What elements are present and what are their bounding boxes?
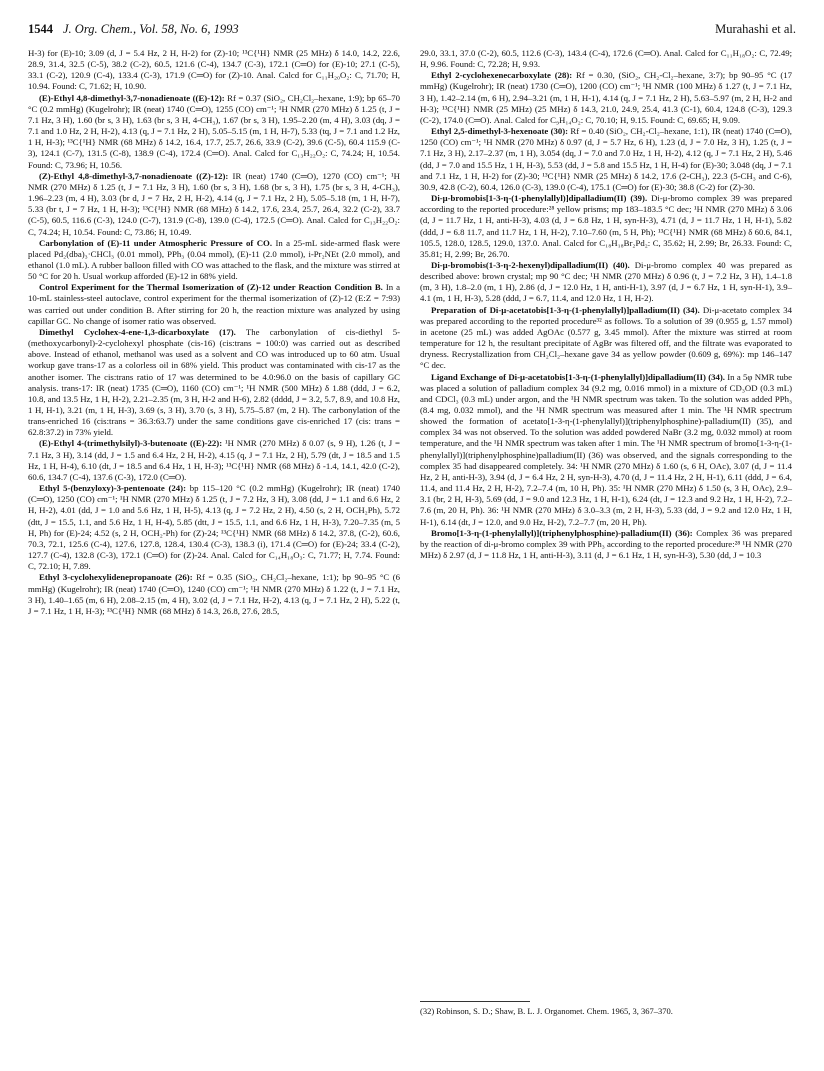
paragraph-r1: 29.0, 33.1, 37.0 (C-2), 60.5, 112.6 (C-3), 143.4 (C-4), 172.6 (C═O). Anal. Calcd for C₁₁H₁₈O₂: C, 72.49; H, 9.96. Found: C, 72.28; H, 9.93.: [420, 48, 792, 70]
paragraph-l8: Ethyl 5-(benzyloxy)-3-pentenoate (24): bp 115–120 °C (0.2 mmHg) (Kugelrohr); IR (neat) 1740 (C═O), 1250 (CO) cm⁻¹; ¹H NMR (270 MHz) δ 1.25 (t, J = 7.2 Hz, 3 H), 3.08 (dd, J = 1.1 and 6.6 Hz, 2 H, H-2), 4.01 (dd, J = 1.0 and 5.6 Hz, 1 H, H-5), 4.13 (q, J = 7.2 Hz, 2 H), 4.50 (s, 2 H, OCH₂Ph), 5.72 (dtt, J = 15.5, 1.1, and 5.6 Hz, 1 H, H-4), 5.85 (dtt, J = 15.5, 1.1, and 6.6 Hz, 1 H, H-3), 7.20–7.35 (m, 5 H, Ph) for (E)-24; 4.52 (s, 2 H, OCH₂-Ph) for (Z)-24; ¹³C{¹H} NMR (68 MHz) δ 14.2, 37.8, (C-2), 60.6, 70.3, 72.1, 125.6 (C-4), 127.6, 127.8, 128.4, 130.4 (C-3), 138.3 (i), 171.4 (C═O) for (E)-24; 33.4 (C-2), 127.7 (C-4), 132.8 (C-3), 172.1 (C═O) for (Z)-24. Anal. Calcd for C₁₄H₁₈O₃: C, 71.77; H, 7.74. Found: C, 72.10; H, 7.89.: [28, 483, 400, 572]
footnote: (32) Robinson, S. D.; Shaw, B. L. J. Organomet. Chem. 1965, 3, 367–370.: [420, 1006, 673, 1016]
paragraph-l7: (E)-Ethyl 4-(trimethylsilyl)-3-butenoate ((E)-22): ¹H NMR (270 MHz) δ 0.07 (s, 9 H), 1.26 (t, J = 7.1 Hz, 3 H), 3.14 (dd, J = 1.5 and 6.4 Hz, 2 H, H-2), 4.15 (q, J = 7.1 Hz, 2 H), 5.79 (dt, J = 18.5 and 1.5 Hz, 1 H, H-4), 6.10 (dt, J = 18.5 and 6.4 Hz, 1 H, H-3); ¹³C{¹H} NMR (68 MHz) δ -1.4, 14.1, 42.0 (C-2), 60.6, 134.7 (C-4), 137.6 (C-3), 172.0 (C═O).: [28, 438, 400, 482]
right-column: [420, 48, 792, 561]
paragraph-l5: Control Experiment for the Thermal Isomerization of (Z)-12 under Reaction Condition B. In a 10-mL stainless-steel autoclave, control experiment for the thermal isomerization of (Z)-12 (E:Z = 7:93) was carried out under condition B. After stirring for 20 h, the reaction mixture was analyzed by using capillar GC. No change of isomer ratio was observed.: [28, 282, 400, 326]
paragraph-r6: Preparation of Di-μ-acetatobis[1-3-η-(1-phenylallyl)]palladium(II) (34). Di-μ-acetato complex 34 was prepared according to the reported procedure³² as follows. To a solution of 39 (0.955 g, 1.57 mmol) in acetone (25 mL) was added AgOAc (0.577 g, 3.45 mmol). After the mixture was stirred at room temperature for 12 h, the resultant precipitate of AgBr was filtered off, and the filtrate was evaporated to dryness. Recrystallization from CH₂Cl₂–hexane gave 34 as yellow powder (0.609 g, 69%): mp 146–147 °C dec.: [420, 304, 792, 371]
paragraph-l2: (E)-Ethyl 4,8-dimethyl-3,7-nonadienoate ((E)-12): Rf = 0.37 (SiO₂, CH₂Cl₂–hexane, 1:9); bp 65–70 °C (0.2 mmHg) (Kugelrohr); IR (neat) 1740 (C═O), 1255 (CO) cm⁻¹; ¹H NMR (270 MHz) δ 1.25 (t, J = 7.1 Hz, 3 H), 1.60 (br s, 3 H), 1.63 (br s, 3 H, 4-CH₃), 1.67 (br s, 3 H), 1.95–2.20 (m, 4 H), 3.03 (dq, J = 7.1 and 1.0 Hz, 2 H, H-2), 4.13 (q, J = 7.1 Hz, 2 H), 5.05–5.15 (m, 1 H, H-7), 5.33 (tq, J = 7.1 and 1.2 Hz, 1 H, H-3); ¹³C{¹H} NMR (68 MHz) δ 14.2, 16.4, 17.7, 25.7, 26.6, 33.9 (C-2), 39.6 (C-5), 60.4 115.9 (C-3), 124.1 (C-7), 131.5 (C-8), 138.9 (C-4), 172.4 (C═O). Anal. Calcd for C₁₃H₂₂O₂: C, 74.24; H, 10.54. Found: C, 73.96; H, 10.56.: [28, 92, 400, 170]
paragraph-r2: Ethyl 2-cyclohexenecarboxylate (28): Rf = 0.30, (SiO₂, CH₂-Cl₂–hexane, 3:7); bp 90–95 °C (17 mmHg) (Kugelrohr); IR (neat) 1730 (C═O), 1200 (CO) cm⁻¹; ¹H NMR (100 MHz) δ 1.27 (t, J = 7.1 Hz, 3 H), 1.42–2.14 (m, 6 H), 2.94–3.21 (m, 1 H, H-1), 4.14 (q, J = 7.1 Hz, 2 H), 5.63–5.97 (m, 2 H, H-2 and H-3); ¹³C{¹H} NMR (25 MHz) (25 MHz) δ 14.3, 21.0, 24.9, 25.4, 41.3 (C-1), 60.4, 124.8 (C-3), 129.3 (C-2), 174.0 (C═O). Anal. Calcd for C₉H₁₄O₂: C, 70.10; H, 9.15. Found: C, 69.65; H, 9.09.: [420, 70, 792, 125]
page-header: [28, 22, 796, 40]
paragraph-l3: (Z)-Ethyl 4,8-dimethyl-3,7-nonadienoate ((Z)-12): IR (neat) 1740 (C═O), 1270 (CO) cm⁻¹; ¹H NMR (270 MHz) δ 1.25 (t, J = 7.1 Hz, 3 H), 1.60 (br s, 3 H), 1.68 (br s, 3 H), 1.75 (br s, 3 H, 4-CH₃), 1.96–2.23 (m, 4 H), 3.03 (br d, J = 7 Hz, 2 H, H-2), 4.14 (q, J = 7.1 Hz, 2 H), 5.05–5.18 (m, 1 H, H-7), 5.33 (br t, J = 7 Hz, 1 H, H-3); ¹³C{¹H} NMR (68 MHz) δ 14.2, 17.6, 23.4, 25.7, 26.4, 32.2 (C-2), 33.7 (C-5), 60.5, 116.6 (C-3), 124.0 (C-7), 131.9 (C-8), 139.0 (C-4), 172.5 (C═O). Anal. Calcd for C₁₃H₂₂O₂: C, 74.24; H, 10.54. Found: C, 73.86; H, 10.49.: [28, 170, 400, 237]
paragraph-l9: Ethyl 3-cyclohexylidenepropanoate (26): Rf = 0.35 (SiO₂, CH₂Cl₂–hexane, 1:1); bp 90–95 °C (6 mmHg) (Kugelrohr); IR (neat) 1740 (C═O), 1240 (CO) cm⁻¹; ¹H NMR (270 MHz) δ 1.22 (t, J = 7.1 Hz, 3 H), 1.40–1.65 (m, 6 H), 2.08–2.15 (m, 4 H), 3.02 (d, J = 7.1 Hz, H-2), 4.13 (q, J = 7.1 Hz, 2 H), 5.22 (t, J = 7.1 Hz, 1 H, H-3); ¹³C{¹H} NMR (68 MHz) δ 14.3, 26.8, 27.6, 28.5,: [28, 572, 401, 616]
running-authors: Murahashi et al.: [715, 22, 796, 36]
paragraph-r5: Di-μ-bromobis(1-3-η-2-hexenyl)dipalladium(II) (40). Di-μ-bromo complex 40 was prepared as described above: brown crystal; mp 90 °C dec; ¹H NMR (270 MHz) δ 0.96 (t, J = 7.2 Hz, 3 H), 1.4–1.8 (m, 3 H), 1.8–2.0 (m, 1 H), 2.86 (d, J = 12.0 Hz, 1 H, anti-H-1), 3.97 (d, J = 6.7 Hz, 1 H, syn-H-1), 3.9–4.1 (m, 1 H, H-3), 5.28 (ddd, J = 6.7, 11.4, and 12.0 Hz, 1 H, H-2).: [420, 259, 792, 304]
paragraph-l6: Dimethyl Cyclohex-4-ene-1,3-dicarboxylate (17). The carbonylation of cis-diethyl 5-(methoxycarbonyl)-2-cyclohexyl phosphate (cis-16) (cis:trans = 100:0) was carried out as described above. Instead of ethanol, methanol was used as a solvent and CO was introduced up to 60 atm. Usual workup gave trans-17 as a colorless oil in 68% yield. This product was contaminated with cis-17 as the another isomer. The cis:trans ratio of 17 was determined to be 4.0:96.0 on the basis of capillary GC analysis. trans-17: IR (neat) 1735 (C═O), 1160 (CO) cm⁻¹; ¹H NMR (500 MHz) δ 1.88 (ddd, J = 6.2, 10.8, and 13.5 Hz, 1 H, H-2), 2.21–2.35 (m, 3 H, H-2 and H-6), 2.82 (dddd, J = 3.2, 5.7, 8.9, and 10.8 Hz, 1 H, H-1), 3.21 (m, 1 H, H-3), 3.69 (s, 3 H), 3.70 (s, 3 H), 5.75–5.87 (m, 2 H). The carbonylation of the trans-enriched 16 (cis:trans = 36.3:63.7) under the same conditions gave cis-enriched 17 (cis: trans = 62.8:37.2) in 73% yield.: [28, 326, 400, 438]
paragraph-l1: H-3) for (E)-10; 3.09 (d, J = 5.4 Hz, 2 H, H-2) for (Z)-10; ¹³C{¹H} NMR (25 MHz) δ 14.0, 14.2, 22.6, 28.9, 31.4, 32.5 (C-5), 38.2 (C-2), 60.5, 121.6 (C-4), 134.7 (C-3), 172.1 (C═O) for (E)-10; 27.1 (C-5), 33.1 (C-2), 120.9 (C-4), 133.4 (C-3), 171.9 (C═O) for (Z)-10. Anal. Calcd for C₁₁H₂₀O₂: C, 71.70; H, 10.94. Found: C, 71.62; H, 10.90.: [28, 48, 400, 92]
left-column: [28, 48, 400, 617]
footnote-divider: [420, 1001, 530, 1002]
journal-citation: J. Org. Chem., Vol. 58, No. 6, 1993: [63, 22, 239, 36]
paragraph-r8: Bromo[1-3-η-(1-phenylallyl)](triphenylphosphine)-palladium(II) (36): Complex 36 was prepared by the reaction of di-μ-bromo complex 39 with PPh₃ according to the reported procedure:²⁸ ¹H NMR (270 MHz) δ 2.97 (d, J = 11.8 Hz, 1 H, anti-H-3), 3.11 (d, J = 6.1 Hz, 1 H, syn-H-3), 5.30 (dd, J = 10.3: [420, 527, 792, 561]
paragraph-r4: Di-μ-bromobis[1-3-η-(1-phenylallyl)]dipalladium(II) (39). Di-μ-bromo complex 39 was prepared according to the reported procedure:²⁸ yellow prisms; mp 183–183.5 °C dec; ¹H NMR (270 MHz) δ 3.06 (d, J = 11.7 Hz, 1 H, anti-H-3), 4.03 (d, J = 6.8 Hz, 1 H, syn-H-3), 4.71 (d, J = 11.7 Hz, 1 H, H-1), 5.82 (ddd, J = 6.8 11.7, and 11.7 Hz, 1 H, H-2), 7.10–7.60 (m, 5 H, Ph); ¹³C{¹H} NMR (68 MHz) δ 60.6, 84.1, 105.5, 128.0, 128.5, 129.0, 137.0. Anal. Calcd for C₁₈H₁₈Br₂Pd₂: C, 35.62; H, 2.99; Br, 26.33. Found: C, 35.81; H, 2.99; Br, 26.70.: [420, 193, 792, 259]
paragraph-l4: Carbonylation of (E)-11 under Atmospheric Pressure of CO. In a 25-mL side-armed flask were placed Pd₂(dba)₃·CHCl₃ (0.01 mmol), PPh₃ (0.04 mmol), (E)-11 (2.0 mmol), i-Pr₂NEt (2.0 mmol), and ethanol (1.0 mL). A rubber balloon filled with CO was attached to the flask, and the mixture was stirred at 50 °C for 20 h. Usual workup afforded (E)-12 in 68% yield.: [28, 237, 400, 282]
paragraph-r7: Ligand Exchange of Di-μ-acetatobis[1-3-η-(1-phenylallyl)]dipalladium(II) (34). In a 5φ NMR tube was placed a solution of palladium complex 34 (9.2 mg, 0.016 mmol) in a mixture of CD₃OD (0.3 mL) and CDCl₃ (0.3 mL) under argon, and the ¹H NMR spectrum was taken. To the solution was added PPh₃ (8.4 mg, 0.032 mmol), and the ¹H NMR spectrum was measured after 1 min. The ¹H NMR spectrum showed the formation of acetato[1-3-η-(1-phenylallyl)](triphenylphosphine)-palladium(II) (35), and complex 34 was not observed. To the solution was added powdered NaBr (3.2 mg, 0.032 mmol) at room temperature, and the ¹H NMR spectrum was taken after 1 min. The ¹H NMR spectrum of bromo[1-3-η-(1-phenylallyl)](triphenylphosphine)palladium(II) (36) was observed, and the signals corresponding to the complex 35 had disappeared completely. 34: ¹H NMR (270 MHz) δ 1.60 (s, 6 H, OAc), 3.07 (d, J = 11.4 Hz, 2 H, anti-H-3), 3.94 (d, J = 6.4 Hz, 2 H, syn-H-3), 4.70 (d, J = 11.4 Hz, 2 H, H-1), 6.11 (ddd, J = 6.4, 11.4, and 11.4 Hz, 2 H, H-2), 7.2–7.4 (m, 10 H, Ph). 35: ¹H NMR (270 MHz) δ 1.50 (s, 3 H, OAc), 2.9–3.1 (br, 2 H, H-3), 5.69 (dd, J = 9.0 and 12.3 Hz, 1 H, H-1), 6.24 (dt, J = 12.3 and 9.2 Hz, 1 H, H-2), 7.2–7.6 (m, 20 H, Ph). 36: ¹H NMR (270 MHz) δ 3.0–3.3 (m, 2 H, H-3), 5.33 (dd, J = 9.2 and 12.0 Hz, 1 H, H-1), 6.14 (dt, J = 12.0, and 9.0 Hz, H-2), 7.2–7.7 (m, 20 H, Ph).: [420, 371, 792, 527]
page-number: 1544: [28, 22, 53, 36]
paragraph-r3: Ethyl 2,5-dimethyl-3-hexenoate (30): Rf = 0.40 (SiO₂, CH₂-Cl₂–hexane, 1:1), IR (neat) 1740 (C═O), 1250 (CO) cm⁻¹; ¹H NMR (270 MHz) δ 0.97 (d, J = 5.7 Hz, 6 H), 1.23 (d, J = 7.0 Hz, 3 H), 1.25 (t, J = 7.1 Hz, 3 H), 2.17–2.37 (m, 1 H), 3.054 (dq, J = 7.0 and 7.0 Hz, 1 H, H-2), 4.12 (q, J = 7.1 Hz, 2 H), 5.46 (dd, J = 7.0 and 15.5 Hz, 1 H, H-3), 5.53 (dd, J = 5.8 and 15.5 Hz, 1 H, H-4) for (E)-30; 3.048 (dq, J = 7.1 and 7.1 Hz, 1 H, H-2) for (Z)-30; ¹³C{¹H} NMR (25 MHz) δ 14.2, 17.6 (2-CH₃), 22.3 (5-CH₃ and C-6), 30.9, 42.8 (C-2), 60.4, 126.0 (C-3), 139.0 (C-4), 175.1 (C═O) for (E)-30; 38.8 (C-2) for (Z)-30.: [420, 126, 792, 192]
